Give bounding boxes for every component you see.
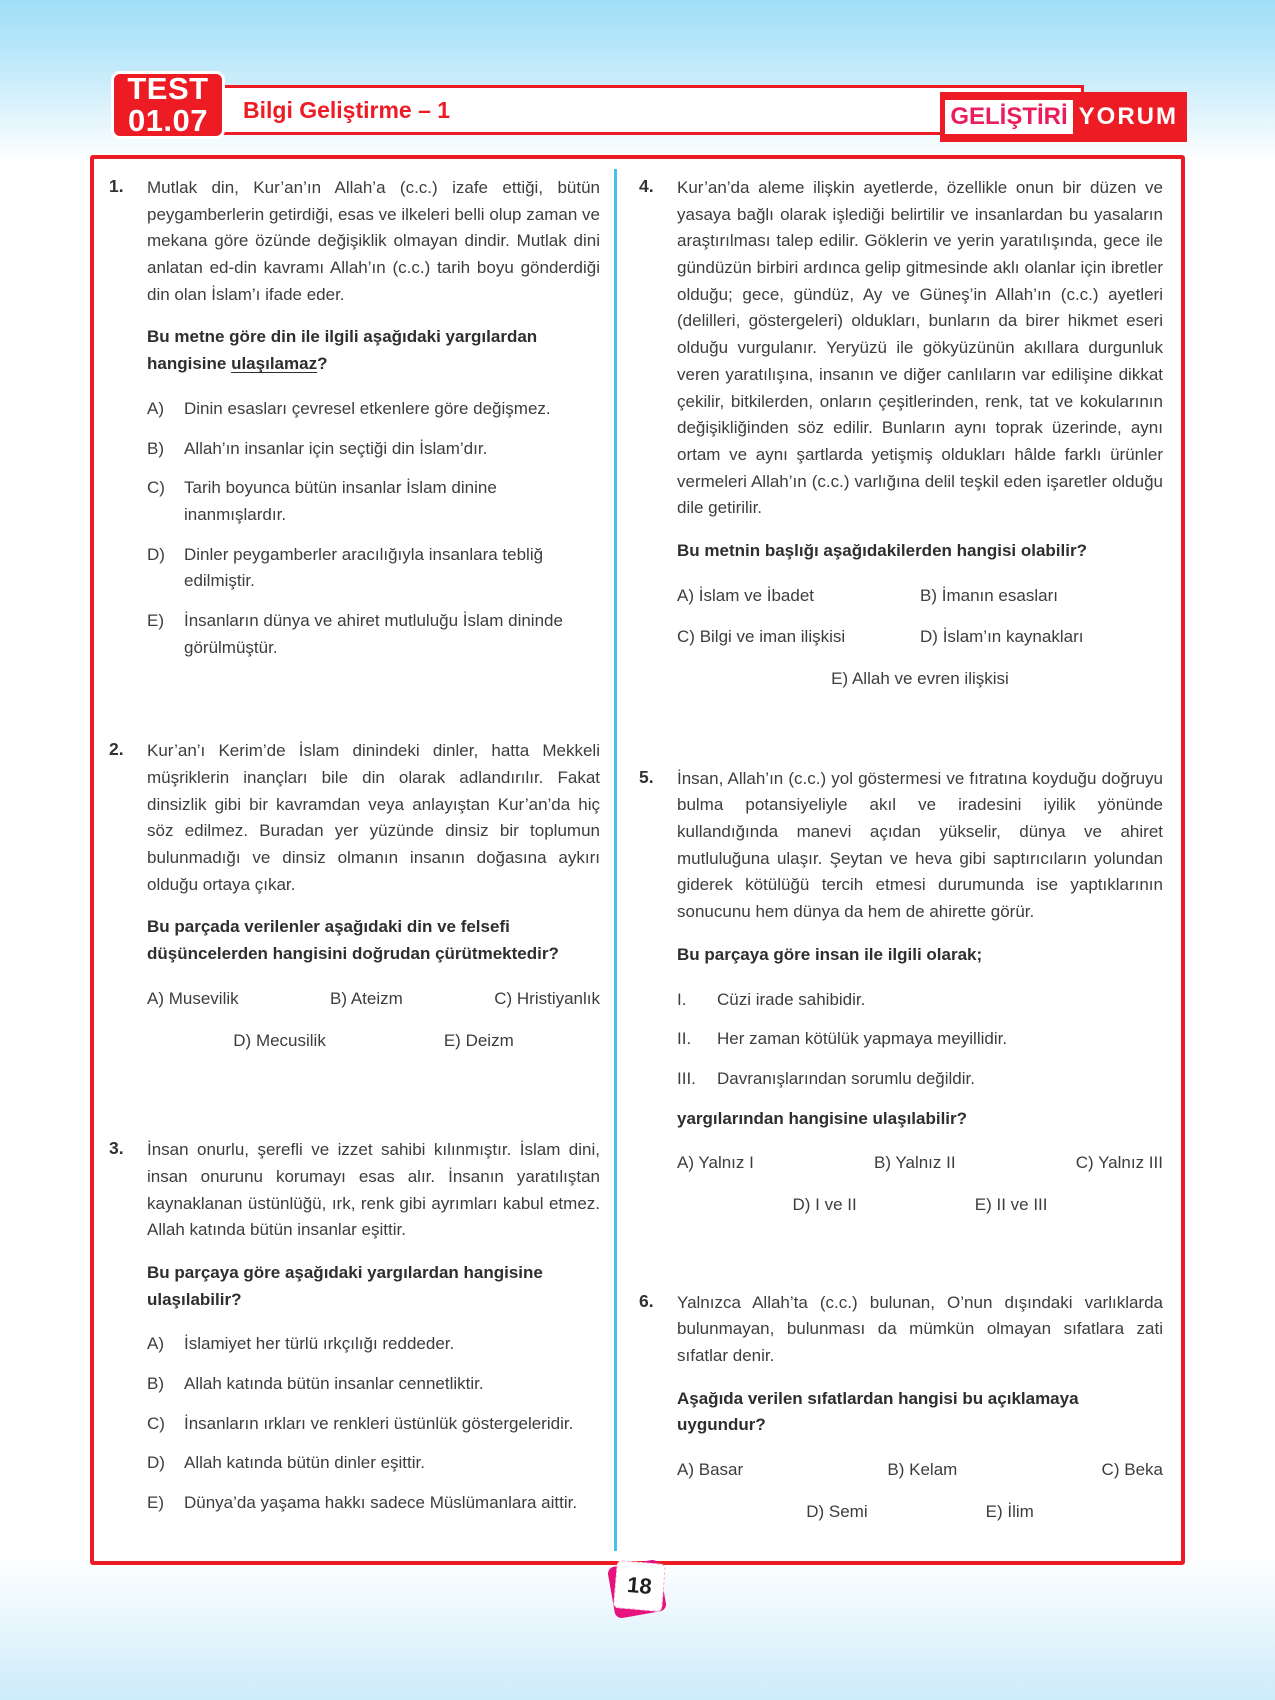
roman-label: II. <box>677 1029 692 1049</box>
option-label: C) <box>1101 1460 1120 1480</box>
option-label: E) <box>974 1194 992 1214</box>
question-body: Yalnızca Allah’ta (c.c.) bulunan, O’nun dışındaki varlıklarda bulunmayan, bulunması da mümkün olmayan sıfatlara zati sıfatlar denir. <box>677 1292 1163 1365</box>
test-content-frame <box>90 155 1185 1565</box>
option-b <box>147 436 600 463</box>
question-prompt <box>147 1260 600 1313</box>
option-text: Mecusilik <box>255 1030 326 1050</box>
prompt-underlined-word: ulaşılamaz <box>231 354 318 374</box>
option-text: Allah ve evren ilişkisi <box>851 669 1009 688</box>
question-body: İnsan, Allah’ın (c.c.) yol göstermesi ve fıtratına koyduğu doğruyu bulma potansiyeliyle akıl ve iradesini iyilik yönünde kullandığında manevi açıdan yükselir, dünya ve ahiret mutluluğuna ulaşır. Şeytan ve heva gibi saptırıcıların yolundan giderek kötülüğü tercih etmesi durumunda ise yaptıklarının sonucunu hem dünya da hem de ahirette görür. <box>677 768 1163 922</box>
option-e <box>975 1192 1048 1219</box>
question-3 <box>109 1137 600 1530</box>
option-b <box>887 1457 957 1484</box>
option-text: Ateizm <box>350 988 403 1008</box>
options-row-2 <box>677 1192 1163 1219</box>
options-list <box>147 396 600 662</box>
option-label: A) <box>677 1153 694 1173</box>
options-row-2 <box>677 1499 1163 1526</box>
question-prompt <box>677 1386 1163 1439</box>
question-content <box>677 175 1163 708</box>
option-text: Hristiyanlık <box>516 988 600 1008</box>
brand-logo-yorum: YORUM <box>1078 103 1178 130</box>
question-prompt <box>147 914 600 967</box>
option-text: Yalnız II <box>895 1153 956 1173</box>
page-number-text: 18 <box>626 1571 653 1600</box>
option-label: A) <box>147 1334 164 1354</box>
question-5 <box>639 766 1163 1234</box>
option-label: D) <box>806 1501 825 1521</box>
question-6 <box>639 1290 1163 1541</box>
option-text: İnsanların dünya ve ahiret mutluluğu İslam dininde görülmüştür. <box>184 610 563 657</box>
option-label: A) <box>147 988 164 1008</box>
prompt-text: yargılarından hangisine ulaşılabilir? <box>677 1108 968 1128</box>
option-text: İmanın esasları <box>941 585 1058 605</box>
option-text: Dünya’da yaşama hakkı sadece Müslümanlara aittir. <box>184 1493 578 1513</box>
brand-logo-gelistiri: GELİŞTİRİ <box>945 100 1072 134</box>
option-text: Beka <box>1124 1460 1163 1480</box>
question-number: 1. <box>109 176 124 196</box>
question-content <box>677 1290 1163 1541</box>
question-1 <box>109 175 600 674</box>
column-right <box>617 159 1181 1561</box>
question-number: 4. <box>639 176 654 196</box>
option-a <box>147 396 600 423</box>
prompt-text: Bu metnin başlığı aşağıdakilerden hangisi olabilir? <box>677 540 1087 560</box>
roman-text: Cüzi irade sahibidir. <box>717 989 866 1009</box>
brand-logo <box>940 92 1187 142</box>
test-badge-number: 01.07 <box>127 103 209 138</box>
option-d <box>792 1192 856 1219</box>
option-c <box>1076 1150 1163 1177</box>
question-number: 2. <box>109 739 124 760</box>
question-prompt <box>677 942 1163 969</box>
question-prompt-2 <box>677 1106 1163 1133</box>
question-prompt <box>147 324 600 377</box>
option-label: E) <box>147 1493 164 1513</box>
option-label: D) <box>147 1453 165 1473</box>
options-row-center <box>677 666 1163 693</box>
option-e <box>831 666 1009 693</box>
option-d <box>147 1450 600 1477</box>
option-e <box>147 1490 600 1517</box>
option-b <box>874 1150 956 1177</box>
option-a <box>677 1457 743 1484</box>
question-4 <box>639 175 1163 708</box>
question-2 <box>109 738 600 1069</box>
option-label: D) <box>147 544 165 564</box>
options-grid <box>677 583 1163 651</box>
question-content <box>147 1137 600 1530</box>
option-a <box>677 1150 754 1177</box>
question-body: Kur’an’ı Kerim’de İslam dinindeki dinler, hatta Mekkeli müşriklerin inançları bile din olarak adlandırılır. Fakat dinsizlik gibi bir kavramdan veya anlayıştan Kur’an’da hiç söz edilmez. Buradan yer yüzünde dinsiz bir toplumun bulunmadığı ve dinsiz olmanın insanın doğasına aykırı olduğu ortaya çıkar. <box>147 741 600 894</box>
question-content <box>147 175 600 674</box>
options-row-1 <box>677 1457 1163 1484</box>
option-d <box>806 1499 867 1526</box>
page-number <box>613 1560 666 1612</box>
option-text: Allah katında bütün insanlar cennetliktir. <box>184 1374 484 1393</box>
option-b <box>330 986 403 1013</box>
option-label: E) <box>147 610 164 630</box>
question-content <box>147 738 600 1069</box>
option-label: D) <box>233 1030 252 1050</box>
option-label: D) <box>920 627 938 647</box>
option-d <box>233 1028 326 1055</box>
page-title: Bilgi Geliştirme – 1 <box>243 96 451 123</box>
option-c <box>147 1411 600 1438</box>
question-body: Kur’an’da aleme ilişkin ayetlerde, özellikle onun bir düzen ve yasaya bağlı olarak işlediği belirtilir ve insanlardan bu yasaların araştırılması talep edilir. Göklerin ve yerin yaratılışında, gece ile gündüzün birbiri ardınca gelip gitmesinde aklı olanlar için ibretler olduğu; gece, gündüz, Ay ve Güneş’in Allah’ın (c.c.) ayetleri (delilleri, göstergeleri) oldukları, bunların da birer hikmet eseri olduğu vurgulanır. Yeryüzü ile gökyüzünün akıllara durgunluk veren yaratılışına, insanın ve diğer canlıların var edilişine dikkat çekilir, bitkilerden, onların çeşitlerinden, renk, tat ve kokularının değişikliğinden söz edilir. Bunların aynı toprak üzerinde, aynı ortam ve aynı şartlarda yetişmiş oldukları hâlde farklı ürünler vermeleri Allah’ın (c.c.) varlığına delil teşkil eden işaretler olduğu dile getirilir. <box>677 178 1163 518</box>
option-text: Kelam <box>909 1460 958 1480</box>
option-text: Allah’ın insanlar için seçtiği din İslam’dır. <box>184 438 488 458</box>
option-label: D) <box>792 1194 811 1214</box>
option-d <box>147 542 600 595</box>
option-label: C) <box>677 627 695 647</box>
question-number: 5. <box>639 766 654 787</box>
question-number: 3. <box>109 1138 124 1159</box>
option-text: Bilgi ve iman ilişkisi <box>699 627 846 647</box>
option-a <box>677 583 920 610</box>
option-text: Musevilik <box>168 988 239 1008</box>
prompt-text: Bu parçaya göre insan ile ilgili olarak; <box>677 944 983 964</box>
option-text: İslamiyet her türlü ırkçılığı reddeder. <box>184 1334 455 1354</box>
option-a <box>147 1331 600 1358</box>
roman-text: Her zaman kötülük yapmaya meyillidir. <box>717 1029 1008 1049</box>
option-label: A) <box>677 585 694 605</box>
roman-item-1 <box>677 987 1163 1014</box>
roman-item-3 <box>677 1066 1163 1093</box>
roman-label: I. <box>677 989 687 1009</box>
prompt-suffix: ? <box>317 354 328 374</box>
option-e <box>444 1028 514 1055</box>
option-label: E) <box>831 669 849 688</box>
option-text: İnsanların ırkları ve renkleri üstünlük göstergeleridir. <box>184 1413 574 1433</box>
option-label: E) <box>443 1030 461 1050</box>
option-text: Dinin esasları çevresel etkenlere göre değişmez. <box>184 398 551 418</box>
option-label: E) <box>985 1501 1003 1521</box>
option-label: B) <box>887 1460 905 1480</box>
question-prompt <box>677 538 1163 565</box>
options-row-2 <box>147 1028 600 1055</box>
option-c <box>1102 1457 1163 1484</box>
roman-text: Davranışlarından sorumlu değildir. <box>717 1068 975 1088</box>
option-label: A) <box>677 1460 694 1480</box>
question-content <box>677 766 1163 1234</box>
prompt-text: Bu parçada verilenler aşağıdaki din ve felsefi düşüncelerden hangisini doğrudan çürütmektedir? <box>147 917 559 964</box>
option-text: Semi <box>828 1501 868 1521</box>
roman-items <box>677 987 1163 1093</box>
option-text: Allah katında bütün dinler eşittir. <box>184 1453 425 1473</box>
option-b <box>920 583 1163 610</box>
option-text: İslam ve İbadet <box>698 585 815 605</box>
roman-label: III. <box>677 1068 696 1088</box>
option-c <box>147 475 600 528</box>
prompt-text: Aşağıda verilen sıfatlardan hangisi bu açıklamaya uygundur? <box>677 1388 1079 1435</box>
option-text: Yalnız I <box>698 1153 754 1173</box>
option-label: C) <box>147 478 165 498</box>
option-label: B) <box>874 1153 891 1173</box>
options-row-1 <box>147 986 600 1013</box>
prompt-text: Bu parçaya göre aşağıdaki yargılardan hangisine ulaşılabilir? <box>147 1262 543 1309</box>
option-label: B) <box>330 988 348 1008</box>
question-body: İnsan onurlu, şerefli ve izzet sahibi kılınmıştır. İslam dini, insan onurunu korumayı esas alır. İnsanın yaratılıştan kaynaklanan üstünlüğü, ırk, renk gibi ayrımları kabul etmez. Allah katında bütün insanlar eşittir. <box>147 1140 600 1240</box>
option-label: B) <box>920 585 937 605</box>
prompt-text: Bu metne göre din ile ilgili aşağıdaki yargılardan hangisine <box>147 327 538 374</box>
option-a <box>147 986 239 1013</box>
column-left <box>94 159 614 1561</box>
options-row-1 <box>677 1150 1163 1177</box>
option-text: Deizm <box>465 1030 514 1050</box>
options-list <box>147 1331 600 1516</box>
option-c <box>677 624 920 651</box>
option-text: I ve II <box>815 1194 857 1214</box>
test-number-badge <box>111 71 225 139</box>
option-text: Yalnız III <box>1098 1153 1163 1173</box>
option-label: A) <box>147 398 164 418</box>
option-text: Tarih boyunca bütün insanlar İslam dinine inanmışlardır. <box>184 478 497 524</box>
option-label: B) <box>147 1374 164 1393</box>
test-badge-word: TEST <box>127 71 209 107</box>
option-text: İslam’ın kaynakları <box>942 627 1084 647</box>
option-text: Basar <box>698 1460 744 1480</box>
option-d <box>920 624 1163 651</box>
option-e <box>986 1499 1034 1526</box>
option-label: B) <box>147 438 164 458</box>
option-label: C) <box>1075 1153 1094 1173</box>
question-number: 6. <box>639 1290 654 1311</box>
option-b <box>147 1371 600 1398</box>
option-c <box>494 986 600 1013</box>
option-e <box>147 608 600 661</box>
page-number-badge <box>609 1560 667 1620</box>
option-text: II ve III <box>996 1194 1048 1214</box>
option-label: C) <box>494 988 513 1008</box>
option-text: İlim <box>1007 1501 1034 1521</box>
option-label: C) <box>147 1413 165 1433</box>
roman-item-2 <box>677 1026 1163 1053</box>
option-text: Dinler peygamberler aracılığıyla insanlara tebliğ edilmiştir. <box>184 544 544 591</box>
question-body: Mutlak din, Kur’an’ın Allah’a (c.c.) izafe ettiği, bütün peygamberlerin getirdiği, esas ve ilkeleri belli olup zaman ve mekana göre özünde değişiklik olmayan dindir. Mutlak dini anlatan ed-din kavramı Allah’ın (c.c.) tarih boyu gönderdiği din olan İslam’ı ifade eder. <box>147 178 600 304</box>
